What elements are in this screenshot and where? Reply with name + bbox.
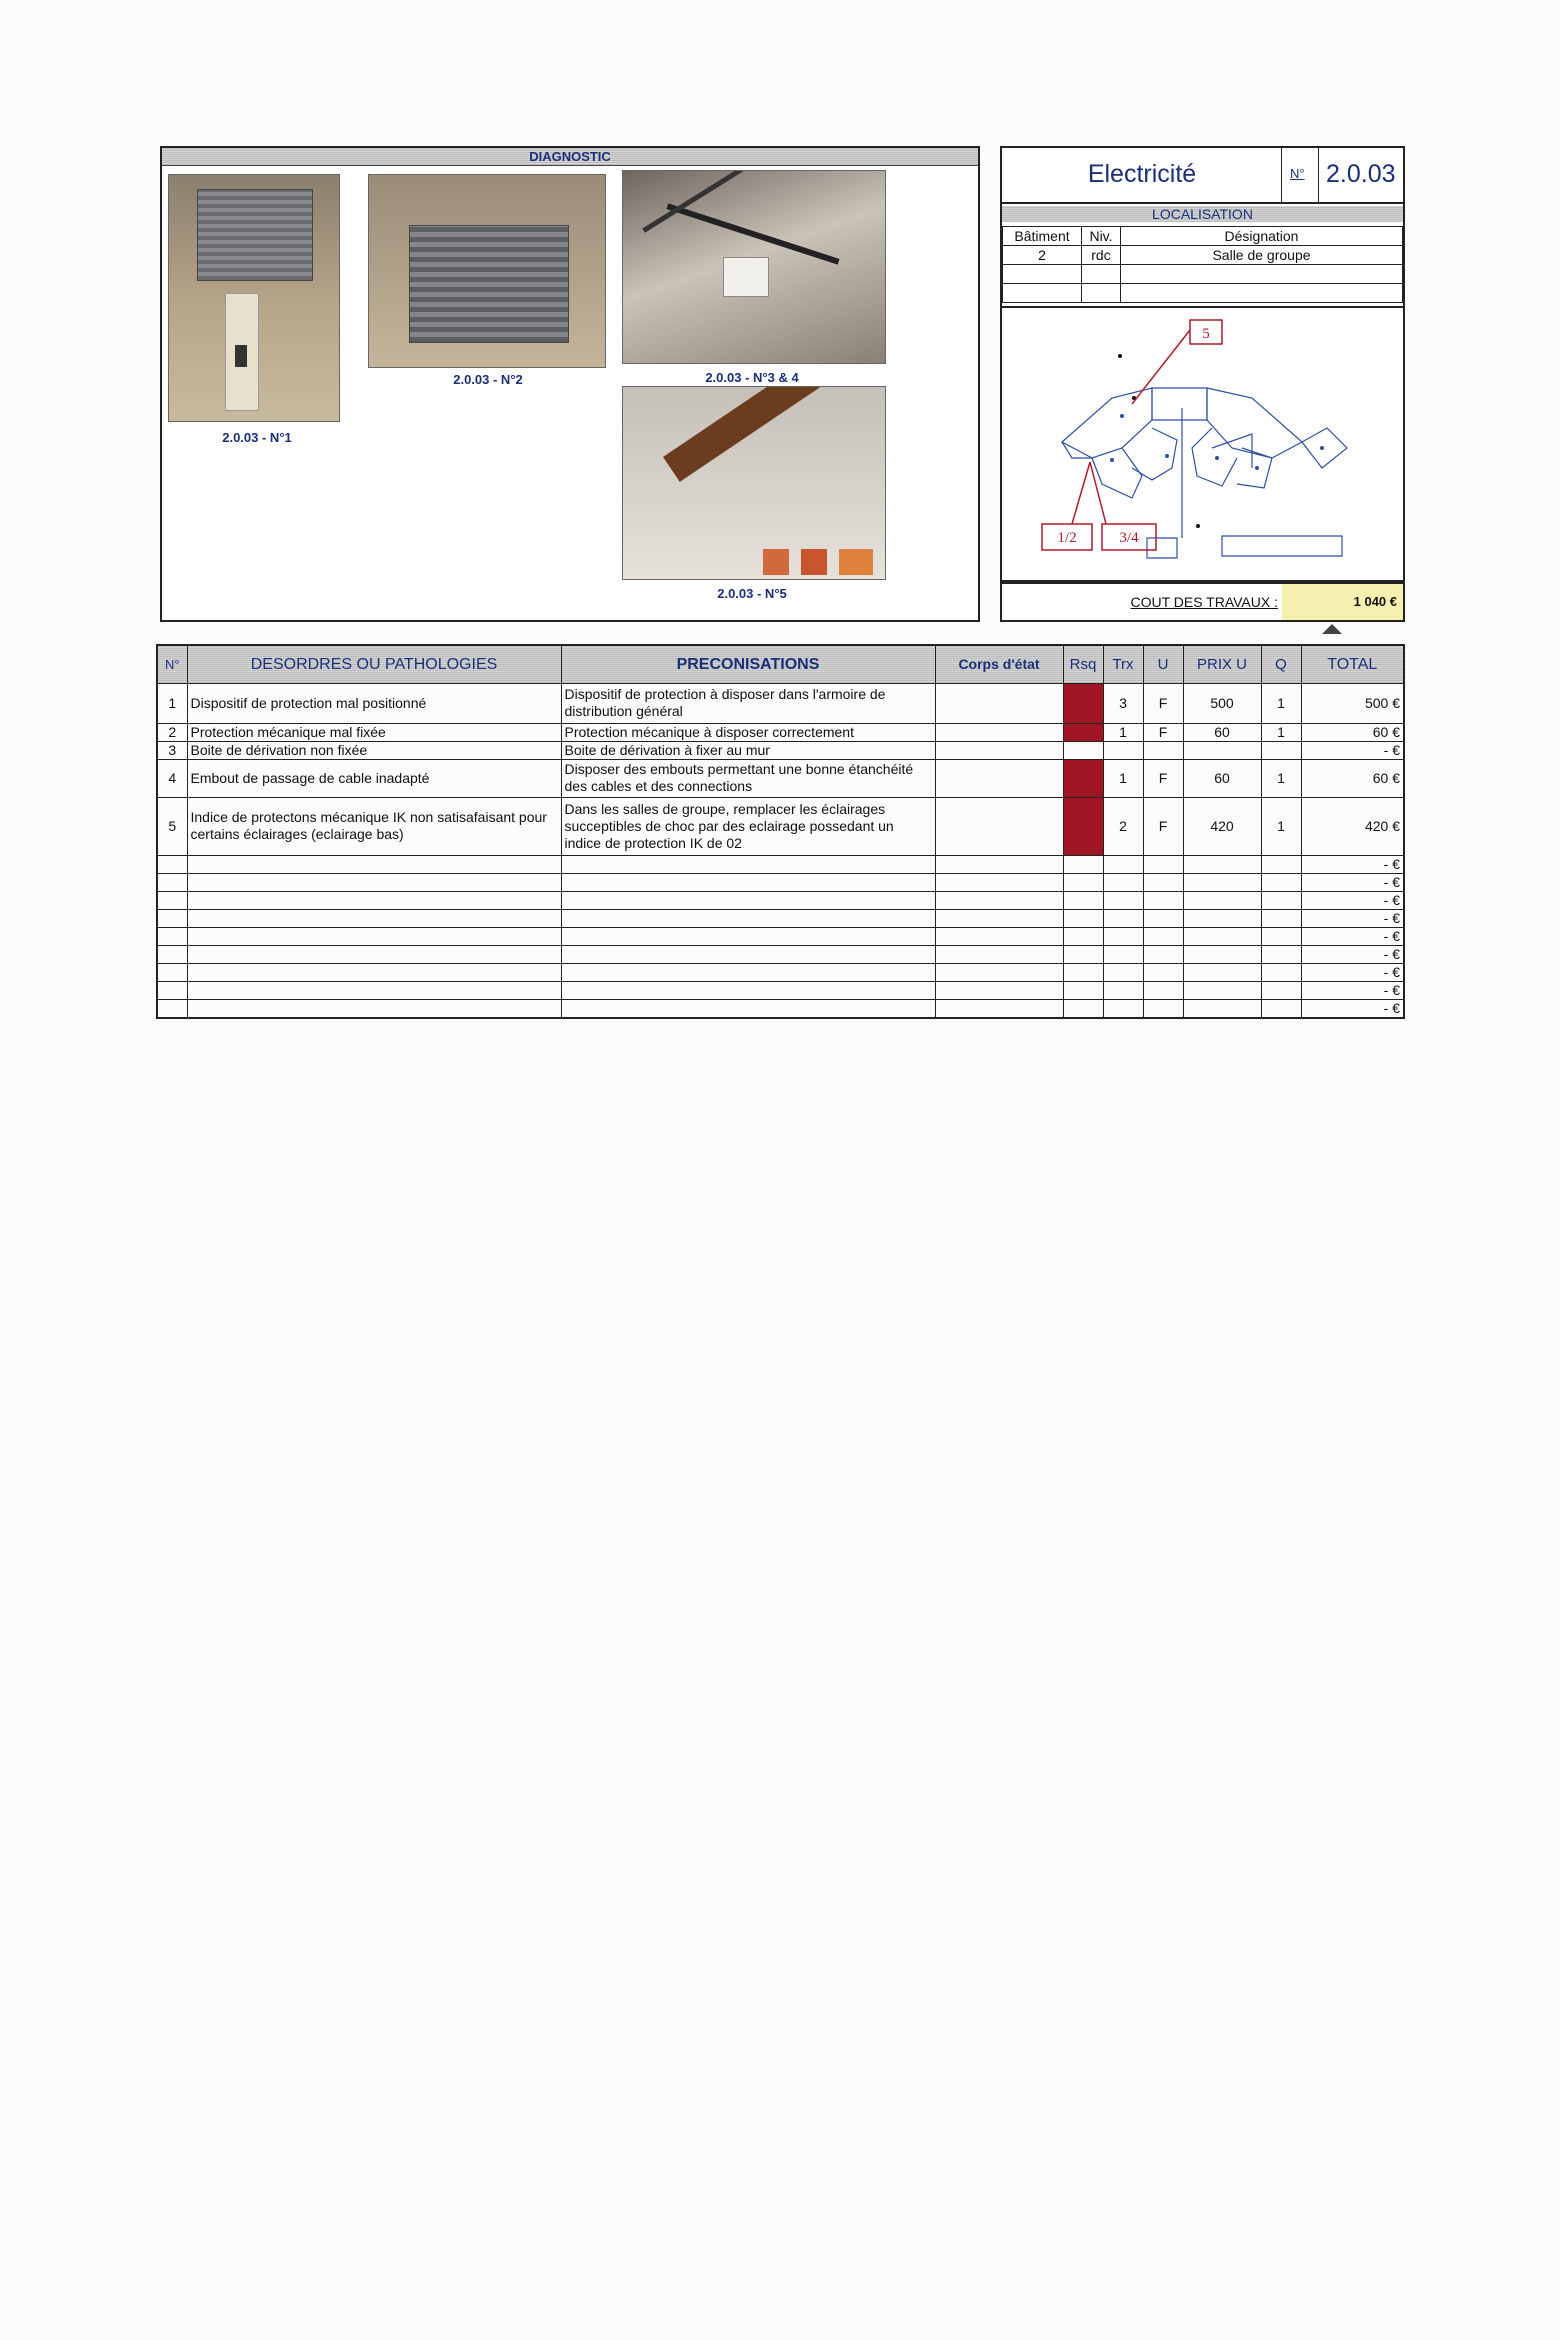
cell-empty [1261, 927, 1301, 945]
table-row-empty [157, 891, 1404, 909]
cell-empty [1183, 927, 1261, 945]
cell-rsq [1063, 741, 1103, 759]
cell-empty [561, 999, 935, 1018]
cell-empty [1143, 945, 1183, 963]
cell-empty [1103, 873, 1143, 891]
cell-empty [1103, 945, 1143, 963]
cell-trx: 2 [1103, 797, 1143, 855]
number-box [1281, 146, 1405, 204]
table-row [157, 723, 1404, 741]
cell-empty [157, 909, 187, 927]
cell-desordre: Embout de passage de cable inadapté [187, 759, 561, 797]
cell-corps [935, 741, 1063, 759]
photo-1-caption: 2.0.03 - N°1 [222, 430, 292, 445]
table-row-empty [157, 855, 1404, 873]
cell-empty [935, 963, 1063, 981]
cell-empty [1063, 891, 1103, 909]
cell-empty [1261, 963, 1301, 981]
cell-empty [157, 891, 187, 909]
cell-empty [935, 909, 1063, 927]
table-row-empty [157, 873, 1404, 891]
cell-empty [1261, 945, 1301, 963]
cell-desordre: Boite de dérivation non fixée [187, 741, 561, 759]
cell-trx: 3 [1103, 683, 1143, 723]
cell-empty [1103, 855, 1143, 873]
localisation-panel [1000, 204, 1405, 308]
cell-corps [935, 723, 1063, 741]
cell-empty [1063, 981, 1103, 999]
floor-plan [1002, 308, 1403, 580]
cell-empty [187, 909, 561, 927]
cell-empty [157, 855, 187, 873]
cell-empty [1103, 927, 1143, 945]
cell-empty [1103, 981, 1143, 999]
cell-empty [1261, 873, 1301, 891]
cell-desordre: Dispositif de protection mal positionné [187, 683, 561, 723]
cell-n: 5 [157, 797, 187, 855]
cell-u: F [1143, 797, 1183, 855]
cell-trx: 1 [1103, 723, 1143, 741]
table-header [157, 645, 1404, 683]
cell-empty [1063, 927, 1103, 945]
localisation-title: LOCALISATION [1002, 206, 1403, 222]
pathologies-table [156, 644, 1405, 1019]
cell-empty [1143, 909, 1183, 927]
cell-empty [1103, 909, 1143, 927]
cell-empty [187, 891, 561, 909]
cell-total: - € [1301, 963, 1404, 981]
cell-empty [1261, 855, 1301, 873]
col-n: N° [157, 645, 187, 683]
cell-rsq: 1 [1063, 683, 1103, 723]
cell-total: - € [1301, 855, 1404, 873]
category-title: Electricité [1087, 160, 1197, 188]
col-u: U [1143, 645, 1183, 683]
cell-empty [1261, 909, 1301, 927]
loc-niv: rdc [1082, 246, 1121, 265]
table-row [157, 797, 1404, 855]
plan-marker-5: 5 [1202, 326, 1210, 342]
cell-u [1143, 741, 1183, 759]
col-preconisations: PRECONISATIONS [561, 645, 935, 683]
cell-rsq: 1 [1063, 797, 1103, 855]
cell-empty [1261, 891, 1301, 909]
cost-label: COUT DES TRAVAUX : [1130, 594, 1278, 610]
cell-desordre: Protection mécanique mal fixée [187, 723, 561, 741]
cell-precon: Protection mécanique à disposer correctement [561, 723, 935, 741]
cell-rsq: 1 [1063, 723, 1103, 741]
cell-q: 1 [1261, 759, 1301, 797]
plan-marker-1-2: 1/2 [1057, 530, 1077, 546]
cell-empty [935, 891, 1063, 909]
col-q: Q [1261, 645, 1301, 683]
cell-total: - € [1301, 945, 1404, 963]
cell-prix: 60 [1183, 723, 1261, 741]
cell-total: 60 € [1301, 723, 1404, 741]
cell-total: - € [1301, 999, 1404, 1018]
cell-trx [1103, 741, 1143, 759]
arrow-up-icon [1322, 624, 1342, 634]
cell-empty [561, 873, 935, 891]
cell-total: - € [1301, 741, 1404, 759]
cell-n: 2 [157, 723, 187, 741]
cell-prix [1183, 741, 1261, 759]
cell-q [1261, 741, 1301, 759]
cell-u: F [1143, 683, 1183, 723]
loc-designation: Salle de groupe [1121, 246, 1403, 265]
cell-empty [1183, 909, 1261, 927]
cell-prix: 500 [1183, 683, 1261, 723]
loc-col-niv: Niv. [1082, 227, 1121, 246]
loc-col-batiment: Bâtiment [1003, 227, 1082, 246]
cell-total: - € [1301, 927, 1404, 945]
cell-precon: Dispositif de protection à disposer dans l'armoire de distribution général [561, 683, 935, 723]
cell-empty [1063, 999, 1103, 1018]
cell-empty [187, 873, 561, 891]
cell-empty [187, 927, 561, 945]
cell-empty [561, 891, 935, 909]
cell-desordre: Indice de protectons mécanique IK non satisafaisant pour certains éclairages (eclairage bas) [187, 797, 561, 855]
table-row-empty [157, 945, 1404, 963]
cell-empty [157, 981, 187, 999]
cell-total: 500 € [1301, 683, 1404, 723]
cell-empty [561, 927, 935, 945]
cell-total: 420 € [1301, 797, 1404, 855]
cell-n: 1 [157, 683, 187, 723]
col-trx: Trx [1103, 645, 1143, 683]
col-corps: Corps d'état [935, 645, 1063, 683]
table-row [157, 683, 1404, 723]
loc-batiment: 2 [1003, 246, 1082, 265]
cell-empty [935, 927, 1063, 945]
cell-empty [187, 963, 561, 981]
col-total: TOTAL [1301, 645, 1404, 683]
cell-q: 1 [1261, 797, 1301, 855]
cell-empty [157, 963, 187, 981]
cell-total: 60 € [1301, 759, 1404, 797]
localisation-table [1002, 226, 1403, 303]
cell-empty [187, 999, 561, 1018]
cell-empty [935, 999, 1063, 1018]
table-row [157, 741, 1404, 759]
loc-col-designation: Désignation [1121, 227, 1403, 246]
table-row-empty [157, 981, 1404, 999]
cell-total: - € [1301, 909, 1404, 927]
cell-empty [1183, 981, 1261, 999]
cell-q: 1 [1261, 683, 1301, 723]
cell-empty [1143, 873, 1183, 891]
cell-n: 3 [157, 741, 187, 759]
cell-empty [157, 999, 187, 1018]
cell-empty [1143, 855, 1183, 873]
cell-empty [187, 855, 561, 873]
cell-corps [935, 759, 1063, 797]
cell-empty [1261, 981, 1301, 999]
cell-empty [157, 873, 187, 891]
table-row-empty [157, 963, 1404, 981]
photo-2-caption: 2.0.03 - N°2 [453, 372, 523, 387]
cell-empty [561, 981, 935, 999]
cell-empty [1143, 999, 1183, 1018]
category-box [1000, 146, 1282, 204]
number-label: N° [1290, 166, 1305, 181]
cell-empty [187, 981, 561, 999]
col-rsq: Rsq [1063, 645, 1103, 683]
cell-trx: 1 [1103, 759, 1143, 797]
cell-empty [187, 945, 561, 963]
cell-precon: Dans les salles de groupe, remplacer les éclairages succeptibles de choc par des eclairage possedant un indice de protection IK de 02 [561, 797, 935, 855]
cell-empty [1103, 999, 1143, 1018]
cell-empty [157, 927, 187, 945]
photo-5 [622, 386, 886, 580]
cell-empty [1063, 945, 1103, 963]
cell-n: 4 [157, 759, 187, 797]
photo-1 [168, 174, 340, 422]
col-desordres: DESORDRES OU PATHOLOGIES [187, 645, 561, 683]
cell-empty [1183, 945, 1261, 963]
cell-empty [561, 855, 935, 873]
cell-empty [1103, 963, 1143, 981]
cell-empty [157, 945, 187, 963]
cell-empty [1183, 891, 1261, 909]
cost-panel [1000, 582, 1405, 622]
diagnostic-title: DIAGNOSTIC [162, 148, 978, 166]
cell-empty [1183, 999, 1261, 1018]
cell-empty [1143, 963, 1183, 981]
cell-total: - € [1301, 873, 1404, 891]
cell-empty [935, 981, 1063, 999]
cell-empty [561, 909, 935, 927]
cell-u: F [1143, 723, 1183, 741]
cell-empty [1183, 855, 1261, 873]
cell-prix: 420 [1183, 797, 1261, 855]
cell-prix: 60 [1183, 759, 1261, 797]
cell-empty [935, 873, 1063, 891]
cell-u: F [1143, 759, 1183, 797]
diagnostic-panel [160, 146, 980, 622]
photo-3-4-caption: 2.0.03 - N°3 & 4 [705, 370, 799, 385]
cell-rsq: 1 [1063, 759, 1103, 797]
photo-2 [368, 174, 606, 368]
cell-empty [1143, 927, 1183, 945]
cell-empty [1143, 981, 1183, 999]
cost-value: 1 040 € [1282, 584, 1403, 620]
cell-precon: Disposer des embouts permettant une bonne étanchéité des cables et des connections [561, 759, 935, 797]
cell-empty [1063, 963, 1103, 981]
number-value: 2.0.03 [1326, 160, 1396, 188]
cell-empty [1063, 909, 1103, 927]
cell-corps [935, 683, 1063, 723]
table-row-empty [157, 909, 1404, 927]
cell-total: - € [1301, 891, 1404, 909]
cell-empty [1183, 873, 1261, 891]
cell-empty [1183, 963, 1261, 981]
cell-empty [935, 855, 1063, 873]
cell-empty [1261, 999, 1301, 1018]
cell-q: 1 [1261, 723, 1301, 741]
cell-empty [561, 963, 935, 981]
photo-3-4 [622, 170, 886, 364]
table-row-empty [157, 999, 1404, 1018]
floor-plan-panel [1000, 308, 1405, 582]
col-prix: PRIX U [1183, 645, 1261, 683]
cell-empty [1103, 891, 1143, 909]
cell-empty [935, 945, 1063, 963]
table-row [157, 759, 1404, 797]
cell-empty [1063, 873, 1103, 891]
cell-total: - € [1301, 981, 1404, 999]
cell-precon: Boite de dérivation à fixer au mur [561, 741, 935, 759]
cell-empty [561, 945, 935, 963]
plan-marker-3-4: 3/4 [1119, 530, 1139, 546]
cell-corps [935, 797, 1063, 855]
photo-5-caption: 2.0.03 - N°5 [717, 586, 787, 601]
cell-empty [1063, 855, 1103, 873]
table-row-empty [157, 927, 1404, 945]
cell-empty [1143, 891, 1183, 909]
